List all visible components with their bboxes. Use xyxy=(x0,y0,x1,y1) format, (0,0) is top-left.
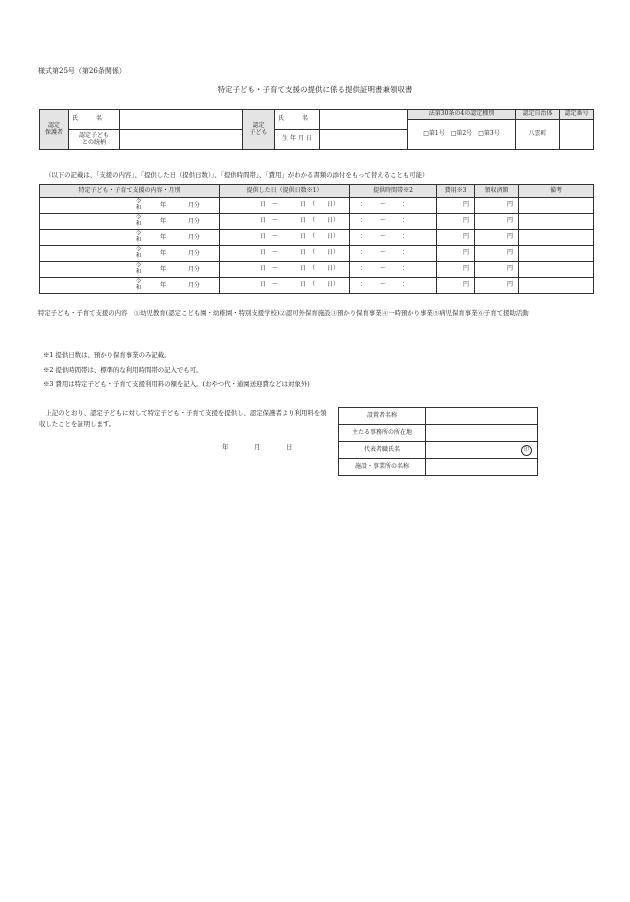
day-to-label: 日 （ xyxy=(300,217,316,225)
time-to-colon: ： xyxy=(402,233,409,241)
record-remarks-cell[interactable] xyxy=(519,198,594,214)
service-content-legend: 特定子ども・子育て支援の内容 ①幼児教育(認定こども園・幼稚園・特別支援学校)②認可外保育施設③預かり保育事業④一時預かり事業⑤病児保育事業⑥子育て援助活動 xyxy=(38,309,529,317)
cost-unit: 円 xyxy=(462,281,469,289)
child-label: 認定 子ども xyxy=(243,110,275,150)
record-remarks-cell[interactable] xyxy=(519,262,594,278)
note-3: ※3 費用は特定子ども・子育て支援利用料の額を記入。(おやつ代・通園送迎費などは対象外) xyxy=(43,380,310,388)
birthdate-label: 生 年 月 日 xyxy=(275,130,320,150)
record-received-cell[interactable] xyxy=(475,246,519,262)
day-to-label: 日 （ xyxy=(300,201,316,209)
date-month-label: 月 xyxy=(254,443,261,451)
day-count-label: 日） xyxy=(327,281,340,289)
record-month-cell[interactable] xyxy=(40,246,220,262)
era-label: 令和 xyxy=(135,263,142,275)
cost-unit: 円 xyxy=(462,249,469,257)
guardian-name-field[interactable] xyxy=(120,110,243,130)
day-from-label: 日 〜 xyxy=(260,265,279,273)
record-received-cell[interactable] xyxy=(475,214,519,230)
month-suffix-label: 月分 xyxy=(188,218,201,225)
era-label: 令和 xyxy=(135,215,142,227)
record-month-cell[interactable] xyxy=(40,278,220,294)
month-suffix-label: 月分 xyxy=(188,250,201,257)
record-time-cell[interactable] xyxy=(350,278,437,294)
cert-number-header: 認定番号 xyxy=(560,110,594,120)
day-to-label: 日 （ xyxy=(300,281,316,289)
time-tilde: 〜 xyxy=(380,233,387,241)
record-days-cell[interactable] xyxy=(220,214,350,230)
record-cost-cell[interactable] xyxy=(437,230,475,246)
time-tilde: 〜 xyxy=(380,201,387,209)
time-to-colon: ： xyxy=(402,281,409,289)
founder-name-label: 設置者名称 xyxy=(339,408,426,425)
record-time-cell[interactable] xyxy=(350,246,437,262)
note-2: ※2 提供時間帯は、標準的な利用時間帯の記入でも可。 xyxy=(43,366,203,374)
record-days-cell[interactable] xyxy=(220,262,350,278)
record-time-cell[interactable] xyxy=(350,230,437,246)
record-received-cell[interactable] xyxy=(475,262,519,278)
service-records-table xyxy=(39,184,594,294)
date-year-label: 年 xyxy=(222,443,229,451)
cost-unit: 円 xyxy=(462,233,469,241)
record-days-cell[interactable] xyxy=(220,278,350,294)
guardian-child-info-table xyxy=(39,109,594,150)
era-label: 令和 xyxy=(135,231,142,243)
representative-label: 代表者職氏名 xyxy=(339,442,426,459)
record-month-cell[interactable] xyxy=(40,230,220,246)
facility-name-field[interactable] xyxy=(426,459,538,476)
received-unit: 円 xyxy=(506,249,513,257)
day-count-label: 日） xyxy=(327,201,340,209)
record-remarks-cell[interactable] xyxy=(519,230,594,246)
time-from-colon: ： xyxy=(360,201,367,209)
received-unit: 円 xyxy=(506,281,513,289)
document-title: 特定子ども・子育て支援の提供に係る提供証明書兼領収書 xyxy=(217,85,413,94)
record-cost-cell[interactable] xyxy=(437,278,475,294)
received-unit: 円 xyxy=(506,265,513,273)
time-from-colon: ： xyxy=(360,249,367,257)
day-to-label: 日 （ xyxy=(300,233,316,241)
record-time-cell[interactable] xyxy=(350,262,437,278)
record-cost-cell[interactable] xyxy=(437,262,475,278)
record-days-cell[interactable] xyxy=(220,198,350,214)
time-tilde: 〜 xyxy=(380,265,387,273)
year-label: 年 xyxy=(160,202,167,209)
date-day-label: 日 xyxy=(286,443,293,451)
era-label: 令和 xyxy=(135,199,142,211)
received-unit: 円 xyxy=(506,201,513,209)
facility-name-label: 施設・事業所の名称 xyxy=(339,459,426,476)
cost-unit: 円 xyxy=(462,201,469,209)
time-from-colon: ： xyxy=(360,233,367,241)
record-month-cell[interactable] xyxy=(40,262,220,278)
record-row xyxy=(40,198,594,214)
record-cost-cell[interactable] xyxy=(437,246,475,262)
time-to-colon: ： xyxy=(402,217,409,225)
record-remarks-cell[interactable] xyxy=(519,278,594,294)
record-row xyxy=(40,262,594,278)
attachment-note: （以下の記載は、「支援の内容」、「提供した日（提供日数）」、「提供時間帯」、「費用」がわかる書類の添付をもって替えることも可能） xyxy=(45,171,429,179)
year-label: 年 xyxy=(160,218,167,225)
record-days-cell[interactable] xyxy=(220,246,350,262)
year-label: 年 xyxy=(160,250,167,257)
year-label: 年 xyxy=(160,234,167,241)
guardian-name-label: 氏 名 xyxy=(69,110,120,130)
header-received: 領収済額 xyxy=(475,185,519,198)
time-to-colon: ： xyxy=(402,201,409,209)
guardian-label: 認定 保護者 xyxy=(40,110,69,150)
day-from-label: 日 〜 xyxy=(260,201,279,209)
record-row xyxy=(40,246,594,262)
relation-field[interactable] xyxy=(120,130,243,150)
certification-statement: 上記のとおり、認定子どもに対して特定子ども・子育て支援を提供し、認定保護者より利用料を領収したことを証明します。 xyxy=(39,409,327,428)
record-cost-cell[interactable] xyxy=(437,198,475,214)
time-tilde: 〜 xyxy=(380,281,387,289)
cert-type-checkboxes[interactable]: □第1号 □第2号 □第3号 xyxy=(408,120,516,150)
child-name-field[interactable] xyxy=(320,110,408,130)
record-rows xyxy=(40,198,594,294)
child-name-label: 氏 名 xyxy=(275,110,320,130)
header-time: 提供時間帯※2 xyxy=(350,185,437,198)
record-row xyxy=(40,214,594,230)
cert-number-field[interactable] xyxy=(560,120,594,150)
month-suffix-label: 月分 xyxy=(188,282,201,289)
birthdate-field[interactable] xyxy=(320,130,408,150)
header-content: 特定子ども・子育て支援の内容・月別 xyxy=(40,185,220,198)
record-received-cell[interactable] xyxy=(475,230,519,246)
record-cost-cell[interactable] xyxy=(437,214,475,230)
provider-table xyxy=(338,407,538,476)
record-remarks-cell[interactable] xyxy=(519,214,594,230)
year-label: 年 xyxy=(160,282,167,289)
day-from-label: 日 〜 xyxy=(260,233,279,241)
record-row xyxy=(40,278,594,294)
record-remarks-cell[interactable] xyxy=(519,246,594,262)
cost-unit: 円 xyxy=(462,217,469,225)
era-label: 令和 xyxy=(135,247,142,259)
month-suffix-label: 月分 xyxy=(188,202,201,209)
day-to-label: 日 （ xyxy=(300,265,316,273)
day-to-label: 日 （ xyxy=(300,249,316,257)
time-tilde: 〜 xyxy=(380,249,387,257)
time-to-colon: ： xyxy=(402,265,409,273)
received-unit: 円 xyxy=(506,233,513,241)
form-number: 様式第25号（第26条関係） xyxy=(38,67,126,75)
note-1: ※1 提供日数は、預かり保育事業のみ記載。 xyxy=(43,351,171,359)
time-from-colon: ： xyxy=(360,217,367,225)
record-days-cell[interactable] xyxy=(220,230,350,246)
day-count-label: 日） xyxy=(327,217,340,225)
record-month-cell[interactable] xyxy=(40,214,220,230)
time-tilde: 〜 xyxy=(380,217,387,225)
relation-label: 認定子ども との続柄 xyxy=(69,130,120,150)
record-received-cell[interactable] xyxy=(475,198,519,214)
representative-field[interactable] xyxy=(426,442,538,459)
day-count-label: 日） xyxy=(327,249,340,257)
seal-mark: 印 xyxy=(521,445,532,456)
month-suffix-label: 月分 xyxy=(188,266,201,273)
time-to-colon: ： xyxy=(402,249,409,257)
main-office-field[interactable] xyxy=(426,425,538,442)
municipality-header: 認定自治体 xyxy=(516,110,560,120)
era-label: 令和 xyxy=(135,279,142,291)
main-office-label: 主たる事務所の所在地 xyxy=(339,425,426,442)
municipality-value: 八雲町 xyxy=(516,120,560,150)
record-row xyxy=(40,230,594,246)
day-from-label: 日 〜 xyxy=(260,249,279,257)
header-days: 提供した日（提供日数※1） xyxy=(220,185,350,198)
day-count-label: 日） xyxy=(327,233,340,241)
day-from-label: 日 〜 xyxy=(260,217,279,225)
founder-name-field[interactable] xyxy=(426,408,538,425)
cost-unit: 円 xyxy=(462,265,469,273)
month-suffix-label: 月分 xyxy=(188,234,201,241)
time-from-colon: ： xyxy=(360,265,367,273)
record-month-cell[interactable] xyxy=(40,198,220,214)
time-from-colon: ： xyxy=(360,281,367,289)
day-from-label: 日 〜 xyxy=(260,281,279,289)
record-received-cell[interactable] xyxy=(475,278,519,294)
day-count-label: 日） xyxy=(327,265,340,273)
received-unit: 円 xyxy=(506,217,513,225)
cert-type-header: 法第30条の4の認定種別 xyxy=(408,110,516,120)
year-label: 年 xyxy=(160,266,167,273)
header-cost: 費用※3 xyxy=(437,185,475,198)
record-time-cell[interactable] xyxy=(350,198,437,214)
record-time-cell[interactable] xyxy=(350,214,437,230)
header-remarks: 備考 xyxy=(519,185,594,198)
